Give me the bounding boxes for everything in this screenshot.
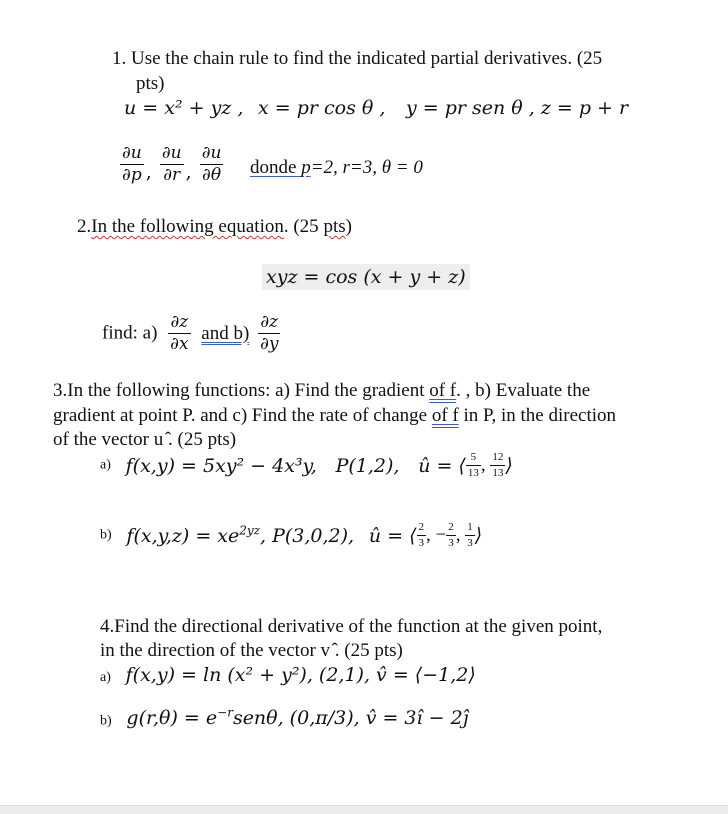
q1-eq-u: u = x² + yz , bbox=[124, 97, 244, 119]
q1-line1: 1. Use the chain rule to find the indicated partial derivatives. (25 bbox=[112, 48, 603, 69]
q2-find: find: a) $\frac{\partial z}{\partial x}$ and b) $\frac{\partial z}{\partial y}$ bbox=[102, 312, 279, 354]
q3-line1: 3.In the following functions: a) Find the gradient of f. , b) Evaluate the bbox=[53, 380, 591, 401]
q3-line3: of the vector u ̂. (25 pts) bbox=[53, 429, 237, 450]
q4-line1: 4.Find the directional derivative of the function at the given point, bbox=[100, 616, 603, 637]
page-bottom-edge bbox=[0, 805, 728, 814]
q1-du-dtheta: $\frac{\partial u}{\partial\theta}$ bbox=[201, 143, 222, 185]
q2-equation: xyz = cos (x + y + z) bbox=[262, 264, 470, 290]
q1-where: donde p=2, r=3, θ = 0 bbox=[250, 157, 423, 178]
q3-line2: gradient at point P. and c) Find the rate of change of f in P, in the direction bbox=[53, 405, 617, 426]
q1-du-dr: $\frac{\partial u}{\partial r}$ bbox=[161, 143, 182, 185]
q3-part-b: b) $f(x,y,z) = xe^{2yz}$, P(3,0,2), û = ⟨ $\frac{2}{3}$ , − $\frac{2}{3}$ , $\frac{1}{3}$ ⟩ bbox=[100, 521, 483, 549]
q1-line2: pts) bbox=[136, 73, 165, 94]
q4-part-a: a) f(x,y) = ln (x² + y²), (2,1), v̂ = ⟨−1,2⟩ bbox=[100, 664, 476, 686]
q2-dz-dx: $\frac{\partial z}{\partial x}$ bbox=[170, 312, 189, 354]
q1-partials: $\frac{\partial u}{\partial p}$ , $\frac{\partial u}{\partial r}$ , $\frac{\partial u}{\partial\theta}$ bbox=[122, 143, 222, 185]
q1-eq-y: y = pr sen θ , z = p + r bbox=[406, 97, 629, 119]
q1-eq-x: x = pr cos θ , bbox=[258, 97, 386, 119]
q3-part-a: a) f(x,y) = 5xy² − 4x³y, P(1,2), û = ⟨ $\frac{5}{13}$ , $\frac{12}{13}$ ⟩ bbox=[100, 451, 513, 479]
q1-du-dp: $\frac{\partial u}{\partial p}$ bbox=[122, 143, 142, 185]
q4-part-b: b) $g(r,\theta) = e^{-r}sen\theta$, (0,π/3), v̂ = 3î − 2ĵ bbox=[100, 706, 469, 730]
q4-line2: in the direction of the vector v ̂. (25 pts) bbox=[100, 640, 403, 661]
q2-dz-dy: $\frac{\partial z}{\partial y}$ bbox=[260, 312, 279, 354]
q2-title: 2.In the following equation. (25 pts) bbox=[77, 216, 352, 237]
